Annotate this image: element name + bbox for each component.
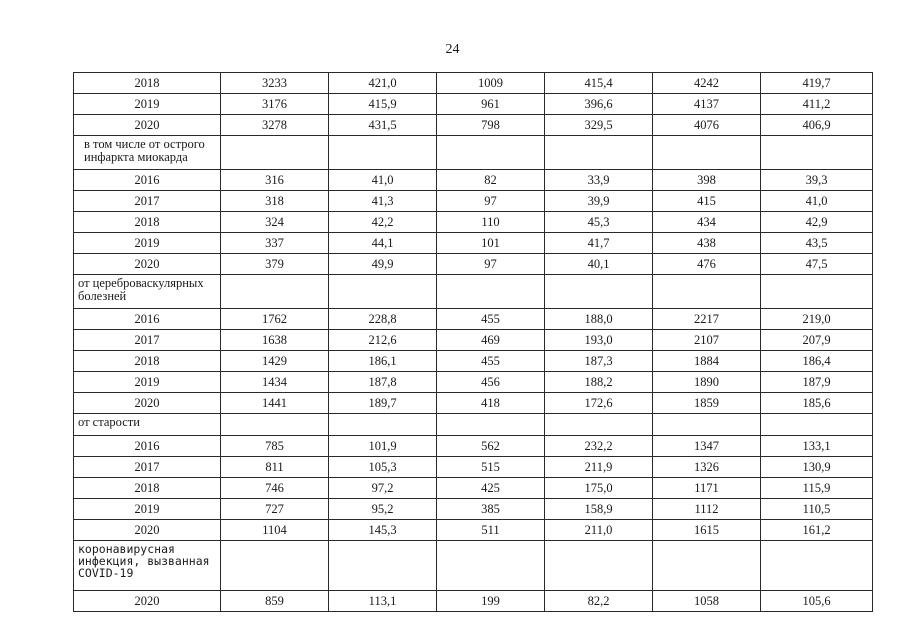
year-cell: 2018: [74, 478, 221, 499]
section-row: [74, 136, 873, 170]
value-cell: 1429: [221, 351, 329, 372]
year-cell: 2017: [74, 191, 221, 212]
value-cell: 1009: [437, 73, 545, 94]
year-cell: 2020: [74, 393, 221, 414]
value-cell: 3278: [221, 115, 329, 136]
table-row: [74, 393, 873, 414]
value-cell: 318: [221, 191, 329, 212]
table-body: [74, 73, 873, 612]
value-cell: 456: [437, 372, 545, 393]
table-row: [74, 191, 873, 212]
value-cell: 3176: [221, 94, 329, 115]
value-cell: 187,3: [545, 351, 653, 372]
value-cell: 455: [437, 309, 545, 330]
section-row: [74, 414, 873, 436]
year-cell: 2016: [74, 170, 221, 191]
value-cell: 212,6: [329, 330, 437, 351]
value-cell: 385: [437, 499, 545, 520]
value-cell: 1441: [221, 393, 329, 414]
value-cell: 1884: [653, 351, 761, 372]
empty-cell: [545, 275, 653, 309]
value-cell: 1762: [221, 309, 329, 330]
value-cell: 1058: [653, 591, 761, 612]
empty-cell: [329, 541, 437, 591]
value-cell: 4076: [653, 115, 761, 136]
year-cell: 2018: [74, 73, 221, 94]
value-cell: 746: [221, 478, 329, 499]
table-row: [74, 499, 873, 520]
value-cell: 187,9: [761, 372, 873, 393]
value-cell: 1326: [653, 457, 761, 478]
value-cell: 186,4: [761, 351, 873, 372]
empty-cell: [437, 541, 545, 591]
value-cell: 434: [653, 212, 761, 233]
value-cell: 188,2: [545, 372, 653, 393]
value-cell: 187,8: [329, 372, 437, 393]
value-cell: 97: [437, 191, 545, 212]
value-cell: 515: [437, 457, 545, 478]
value-cell: 419,7: [761, 73, 873, 94]
value-cell: 145,3: [329, 520, 437, 541]
empty-cell: [437, 136, 545, 170]
year-cell: 2019: [74, 94, 221, 115]
table-row: [74, 115, 873, 136]
table-row: [74, 436, 873, 457]
year-cell: 2020: [74, 591, 221, 612]
empty-cell: [653, 541, 761, 591]
year-cell: 2019: [74, 233, 221, 254]
value-cell: 418: [437, 393, 545, 414]
year-cell: 2016: [74, 436, 221, 457]
table-row: [74, 372, 873, 393]
empty-cell: [329, 414, 437, 436]
value-cell: 1615: [653, 520, 761, 541]
value-cell: 47,5: [761, 254, 873, 275]
empty-cell: [761, 136, 873, 170]
value-cell: 415: [653, 191, 761, 212]
section-row: [74, 275, 873, 309]
table-row: [74, 351, 873, 372]
value-cell: 33,9: [545, 170, 653, 191]
value-cell: 1112: [653, 499, 761, 520]
empty-cell: [221, 414, 329, 436]
year-cell: 2018: [74, 212, 221, 233]
value-cell: 1347: [653, 436, 761, 457]
section-label: в том числе от острого инфаркта миокарда: [74, 136, 221, 170]
page-number: 24: [445, 42, 460, 57]
value-cell: 188,0: [545, 309, 653, 330]
value-cell: 207,9: [761, 330, 873, 351]
value-cell: 172,6: [545, 393, 653, 414]
value-cell: 4137: [653, 94, 761, 115]
value-cell: 421,0: [329, 73, 437, 94]
value-cell: 316: [221, 170, 329, 191]
value-cell: 415,4: [545, 73, 653, 94]
value-cell: 186,1: [329, 351, 437, 372]
value-cell: 2107: [653, 330, 761, 351]
empty-cell: [329, 136, 437, 170]
table-row: [74, 73, 873, 94]
value-cell: 1859: [653, 393, 761, 414]
value-cell: 211,0: [545, 520, 653, 541]
value-cell: 115,9: [761, 478, 873, 499]
value-cell: 4242: [653, 73, 761, 94]
table-row: [74, 330, 873, 351]
table-row: [74, 478, 873, 499]
value-cell: 398: [653, 170, 761, 191]
value-cell: 811: [221, 457, 329, 478]
value-cell: 2217: [653, 309, 761, 330]
value-cell: 82: [437, 170, 545, 191]
value-cell: 105,6: [761, 591, 873, 612]
value-cell: 3233: [221, 73, 329, 94]
section-label: коронавирусная инфекция, вызванная COVID-19: [74, 541, 221, 591]
value-cell: 158,9: [545, 499, 653, 520]
value-cell: 41,0: [761, 191, 873, 212]
section-label: от цереброваскулярных болезней: [74, 275, 221, 309]
year-cell: 2017: [74, 330, 221, 351]
section-row: [74, 541, 873, 591]
year-cell: 2020: [74, 115, 221, 136]
table-row: [74, 520, 873, 541]
value-cell: 431,5: [329, 115, 437, 136]
value-cell: 199: [437, 591, 545, 612]
year-cell: 2019: [74, 372, 221, 393]
table-row: [74, 309, 873, 330]
value-cell: 130,9: [761, 457, 873, 478]
empty-cell: [437, 275, 545, 309]
table-row: [74, 212, 873, 233]
value-cell: 110: [437, 212, 545, 233]
value-cell: 42,2: [329, 212, 437, 233]
value-cell: 228,8: [329, 309, 437, 330]
empty-cell: [761, 275, 873, 309]
value-cell: 379: [221, 254, 329, 275]
value-cell: 455: [437, 351, 545, 372]
value-cell: 101,9: [329, 436, 437, 457]
value-cell: 161,2: [761, 520, 873, 541]
value-cell: 175,0: [545, 478, 653, 499]
value-cell: 411,2: [761, 94, 873, 115]
value-cell: 469: [437, 330, 545, 351]
empty-cell: [545, 136, 653, 170]
table-row: [74, 233, 873, 254]
value-cell: 113,1: [329, 591, 437, 612]
value-cell: 211,9: [545, 457, 653, 478]
year-cell: 2019: [74, 499, 221, 520]
year-cell: 2018: [74, 351, 221, 372]
value-cell: 324: [221, 212, 329, 233]
value-cell: 97,2: [329, 478, 437, 499]
value-cell: 511: [437, 520, 545, 541]
value-cell: 43,5: [761, 233, 873, 254]
value-cell: 39,3: [761, 170, 873, 191]
empty-cell: [653, 275, 761, 309]
empty-cell: [761, 414, 873, 436]
value-cell: 785: [221, 436, 329, 457]
value-cell: 41,7: [545, 233, 653, 254]
value-cell: 415,9: [329, 94, 437, 115]
table-row: [74, 170, 873, 191]
table-row: [74, 457, 873, 478]
table-row: [74, 254, 873, 275]
empty-cell: [545, 541, 653, 591]
empty-cell: [437, 414, 545, 436]
value-cell: 110,5: [761, 499, 873, 520]
value-cell: 232,2: [545, 436, 653, 457]
value-cell: 45,3: [545, 212, 653, 233]
value-cell: 1890: [653, 372, 761, 393]
year-cell: 2020: [74, 520, 221, 541]
empty-cell: [653, 136, 761, 170]
value-cell: 219,0: [761, 309, 873, 330]
value-cell: 425: [437, 478, 545, 499]
value-cell: 961: [437, 94, 545, 115]
table-row: [74, 94, 873, 115]
value-cell: 133,1: [761, 436, 873, 457]
value-cell: 859: [221, 591, 329, 612]
empty-cell: [221, 136, 329, 170]
empty-cell: [329, 275, 437, 309]
value-cell: 39,9: [545, 191, 653, 212]
empty-cell: [653, 414, 761, 436]
value-cell: 189,7: [329, 393, 437, 414]
value-cell: 44,1: [329, 233, 437, 254]
value-cell: 105,3: [329, 457, 437, 478]
empty-cell: [221, 541, 329, 591]
empty-cell: [545, 414, 653, 436]
value-cell: 1638: [221, 330, 329, 351]
value-cell: 1171: [653, 478, 761, 499]
section-label: от старости: [74, 414, 221, 436]
mortality-table: [73, 72, 873, 612]
value-cell: 1434: [221, 372, 329, 393]
value-cell: 185,6: [761, 393, 873, 414]
value-cell: 406,9: [761, 115, 873, 136]
value-cell: 42,9: [761, 212, 873, 233]
table-row: [74, 591, 873, 612]
value-cell: 329,5: [545, 115, 653, 136]
empty-cell: [761, 541, 873, 591]
value-cell: 95,2: [329, 499, 437, 520]
value-cell: 562: [437, 436, 545, 457]
value-cell: 41,0: [329, 170, 437, 191]
value-cell: 337: [221, 233, 329, 254]
value-cell: 1104: [221, 520, 329, 541]
value-cell: 97: [437, 254, 545, 275]
value-cell: 798: [437, 115, 545, 136]
value-cell: 396,6: [545, 94, 653, 115]
value-cell: 438: [653, 233, 761, 254]
year-cell: 2020: [74, 254, 221, 275]
empty-cell: [221, 275, 329, 309]
value-cell: 40,1: [545, 254, 653, 275]
year-cell: 2016: [74, 309, 221, 330]
value-cell: 101: [437, 233, 545, 254]
value-cell: 476: [653, 254, 761, 275]
value-cell: 41,3: [329, 191, 437, 212]
value-cell: 727: [221, 499, 329, 520]
year-cell: 2017: [74, 457, 221, 478]
value-cell: 49,9: [329, 254, 437, 275]
value-cell: 82,2: [545, 591, 653, 612]
value-cell: 193,0: [545, 330, 653, 351]
